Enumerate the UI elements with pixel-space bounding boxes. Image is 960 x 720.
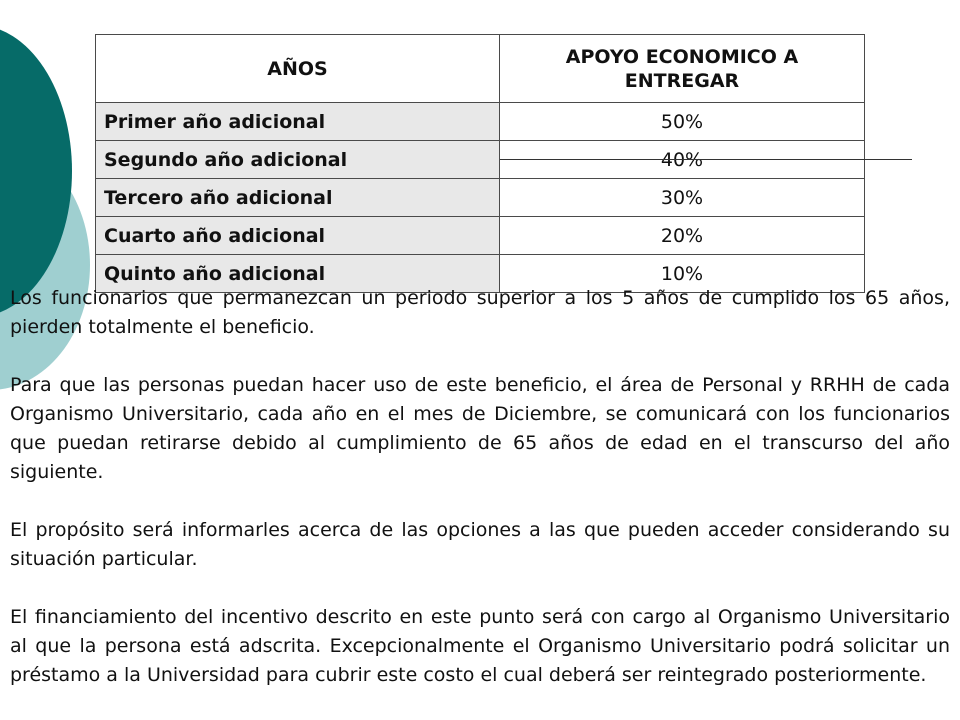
row-percent: 30% (500, 179, 865, 217)
row-year-label: Quinto año adicional (96, 255, 500, 293)
header-years: AÑOS (96, 35, 500, 103)
row-year-label: Tercero año adicional (96, 179, 500, 217)
paragraph-purpose: El propósito será informarles acerca de las opciones a las que pueden acceder considerando su situación particular. (10, 519, 950, 570)
header-support: APOYO ECONOMICO A ENTREGAR (500, 35, 865, 103)
row-percent: 40% (500, 141, 865, 179)
row-percent: 10% (500, 255, 865, 293)
row-percent: 20% (500, 217, 865, 255)
table-row (96, 179, 865, 217)
paragraph-benefit-loss: Los funcionarios que permanezcan un periodo superior a los 5 años de cumplido los 65 años, pierden totalmente el beneficio. (10, 287, 950, 338)
row-year-label: Primer año adicional (96, 103, 500, 141)
table-row (96, 217, 865, 255)
row-year-label: Segundo año adicional (96, 141, 500, 179)
table-header-row (96, 35, 865, 103)
table-row (96, 103, 865, 141)
body-text (10, 284, 950, 690)
support-table (95, 34, 865, 293)
row-percent: 50% (500, 103, 865, 141)
paragraph-communication: Para que las personas puedan hacer uso de este beneficio, el área de Personal y RRHH de cada Organismo Universitario, cada año en el mes de Diciembre, se comunicará con los funcionarios que puedan retirarse debido al cumplimiento de 65 años de edad en el transcurso del año siguiente. (10, 374, 950, 483)
row-year-label: Cuarto año adicional (96, 217, 500, 255)
divider-line (500, 159, 912, 160)
paragraph-financing: El financiamiento del incentivo descrito en este punto será con cargo al Organismo Universitario al que la persona está adscrita. Excepcionalmente el Organismo Universitario podrá solicitar un préstamo a la Universidad para cubrir este costo el cual deberá ser reintegrado posteriormente. (10, 606, 950, 686)
